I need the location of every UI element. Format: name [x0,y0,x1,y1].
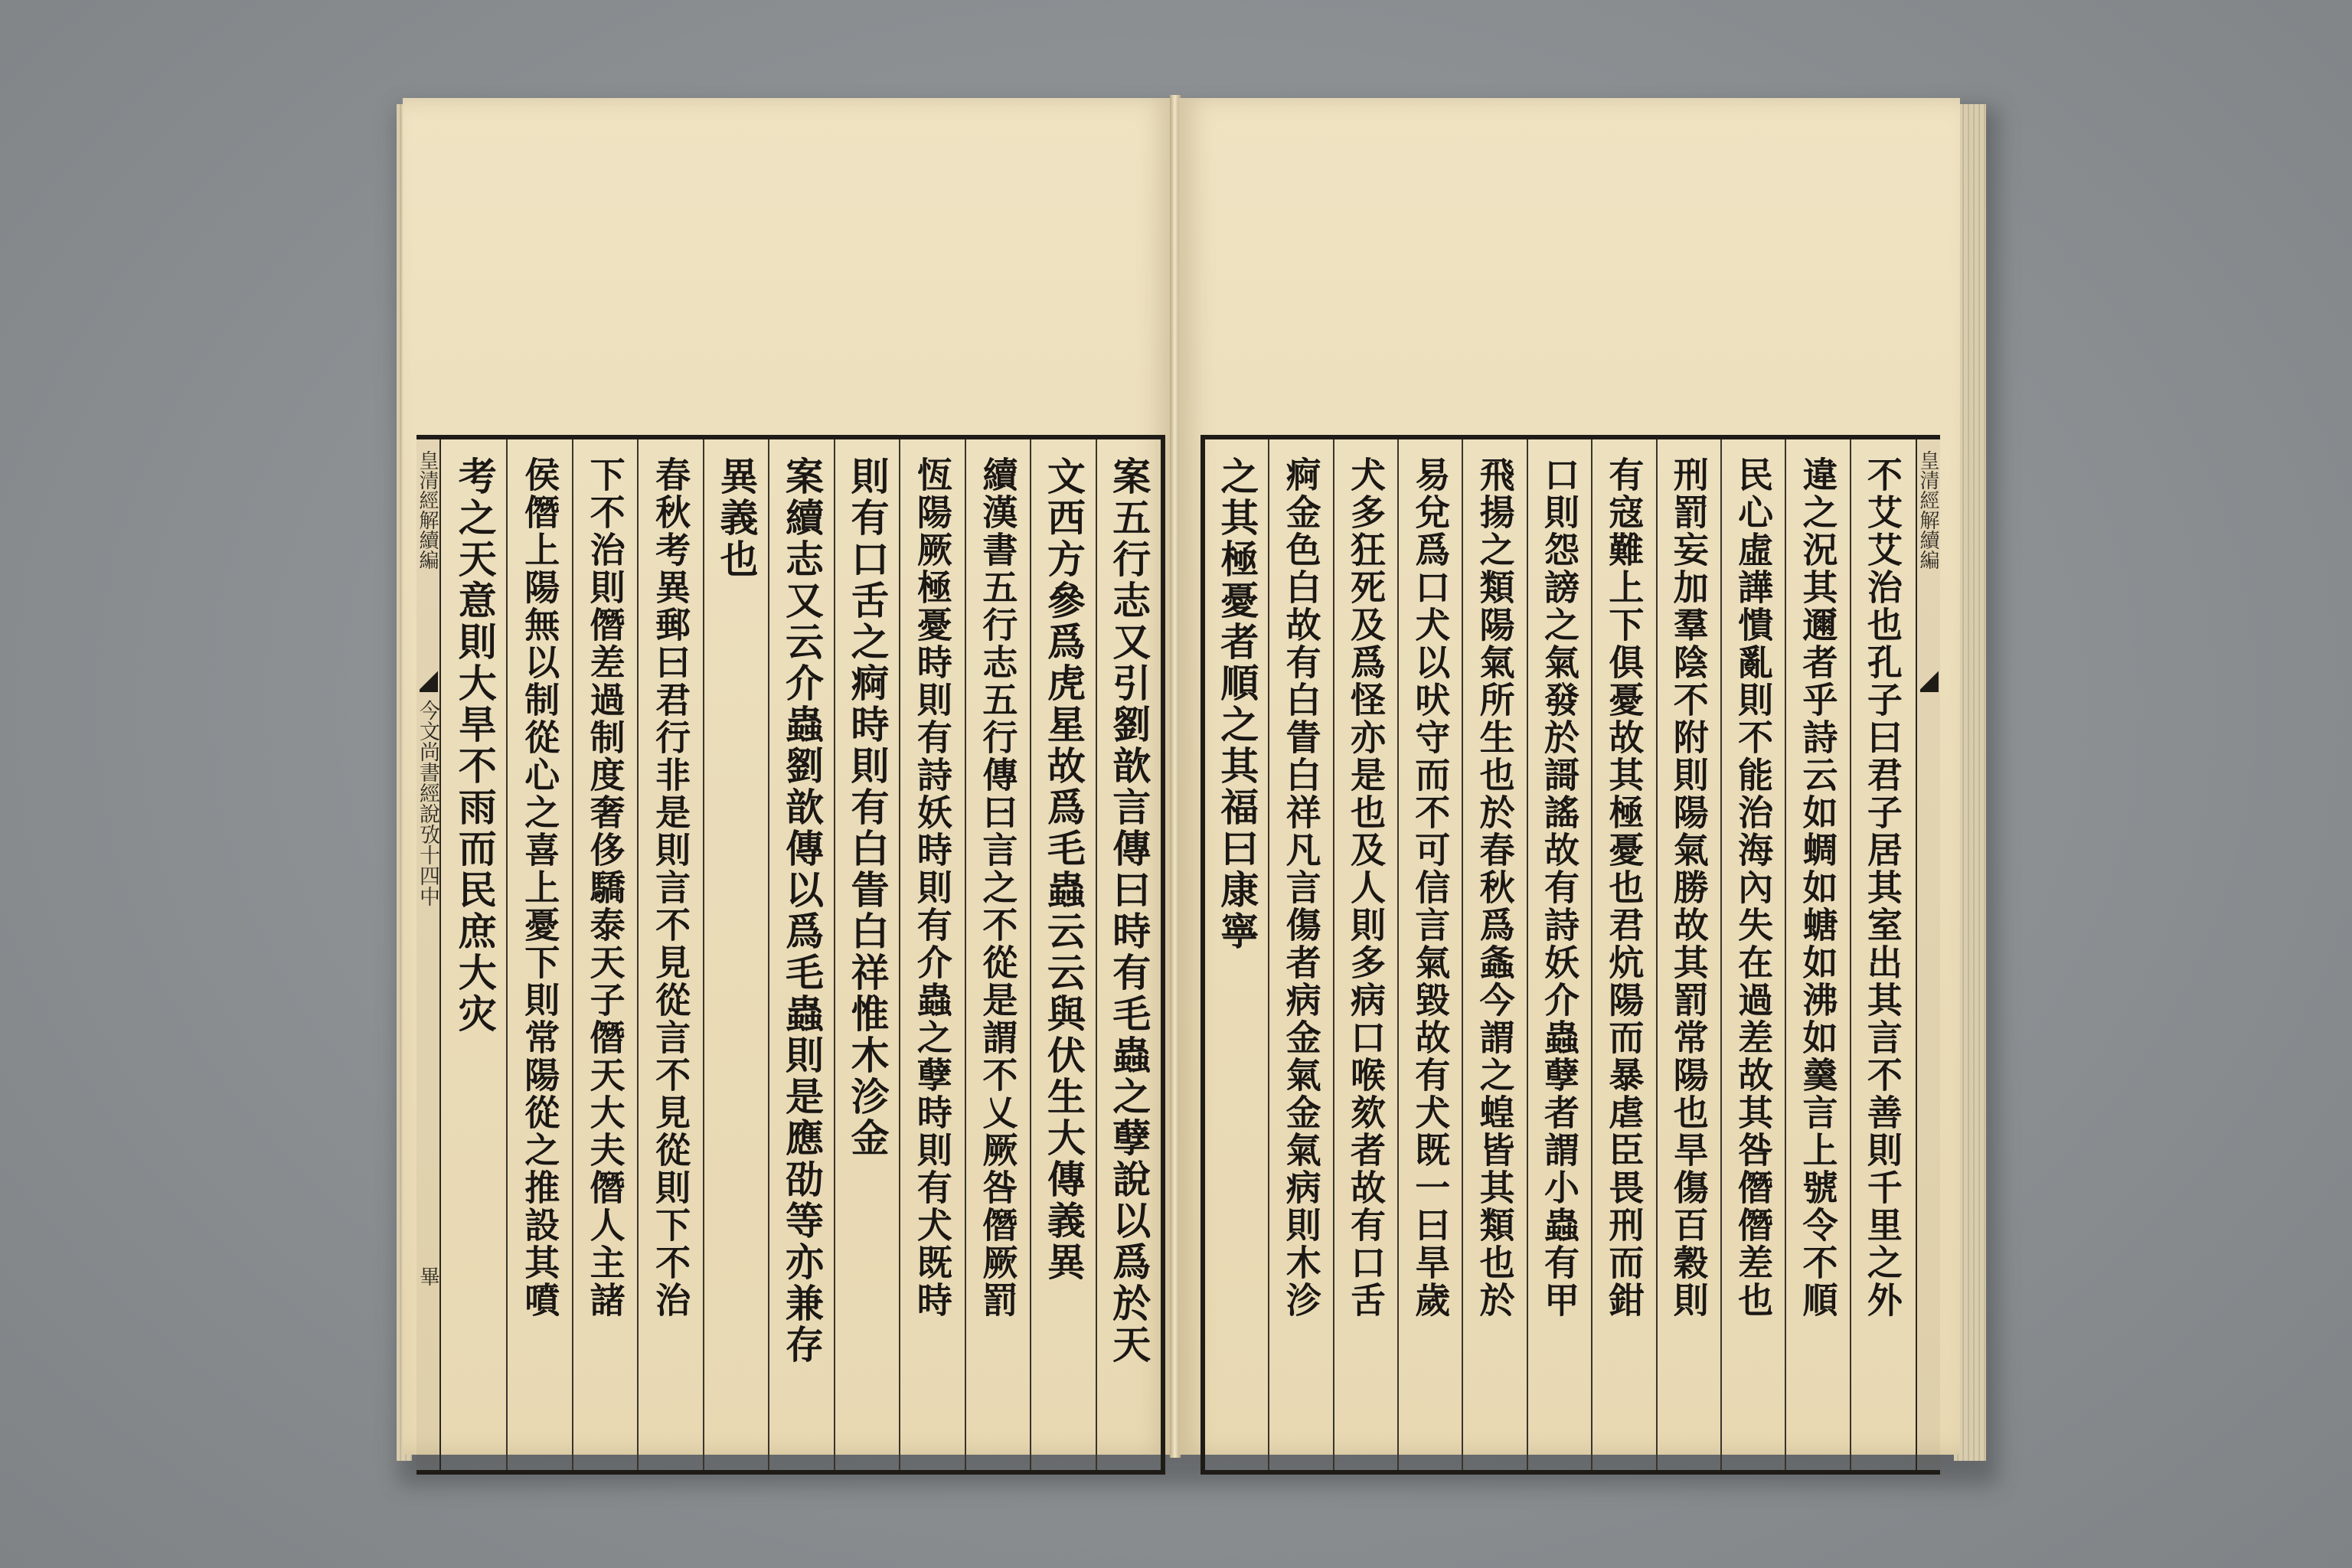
column-text: 有寇難上下俱憂故其極憂也君炕陽而暴虐臣畏刑而鉗 [1603,456,1645,1319]
fishtail-mark [420,669,438,692]
text-column [506,439,571,1470]
text-column [1527,439,1591,1470]
left-print-frame [416,435,1165,1475]
block-title: 皇清經解續編 [416,450,439,570]
left-page [403,98,1173,1455]
right-page [1179,98,1960,1455]
text-column [1096,439,1161,1470]
column-text: 春秋考異郵曰君行非是則言不見從言不見從則下不治 [650,456,692,1319]
text-column [1333,439,1397,1470]
text-column [443,439,506,1470]
page-marker: 畢 [416,1266,439,1286]
column-text: 之其極憂者順之其福曰康寧 [1214,456,1260,952]
column-text: 恆陽厥極憂時則有詩妖時則有介蟲之孽時則有犬既時 [911,456,953,1319]
block-title: 皇清經解續編 [1916,450,1939,570]
running-head: 今文尚書經說攷十四中 [416,700,439,906]
column-text: 考之天意則大旱不雨而民庶大灾 [452,456,498,1035]
column-text: 民心虛譁憒亂則不能治海內失在過差故其咎僭僭差也 [1733,456,1775,1319]
column-text: 口則怨謗之氣發於謌謠故有詩妖介蟲孽者謂小蟲有甲 [1539,456,1581,1319]
text-column [1268,439,1332,1470]
text-column [899,439,964,1470]
text-column [1785,439,1849,1470]
column-text: 案五行志又引劉歆言傳曰時有毛蟲之孽說以爲於天 [1106,456,1152,1366]
text-column [637,439,702,1470]
column-text: 續漢書五行志五行傳曰言之不從是謂不乂厥咎僭厥罰 [977,456,1019,1319]
column-text: 痾金色白故有白眚白祥凡言傷者病金氣金氣病則木沴 [1280,456,1322,1319]
text-column [1462,439,1526,1470]
text-column [1720,439,1785,1470]
text-column [1397,439,1462,1470]
column-text: 不艾艾治也孔子曰君子居其室出其言不善則千里之外 [1861,456,1903,1319]
text-column [1030,439,1095,1470]
right-centerfold [1916,439,1940,1470]
right-text-columns [1205,439,1914,1470]
text-column [768,439,833,1470]
text-column [703,439,768,1470]
fishtail-mark [1920,669,1939,692]
text-column [1205,439,1268,1470]
column-text: 侯僭上陽無以制從心之喜上憂下則常陽從之推設其噴 [519,456,561,1319]
column-text: 刑罰妄加羣陰不附則陽氣勝故其罰常陽也旱傷百穀則 [1668,456,1710,1319]
column-text: 文西方參爲虎星故爲毛蟲云云與伏生大傳義異 [1040,456,1086,1283]
column-text: 案續志又云介蟲劉歆傳以爲毛蟲則是應劭等亦兼存 [779,456,825,1366]
text-column [1656,439,1720,1470]
right-print-frame [1200,435,1940,1475]
left-centerfold [416,439,441,1470]
text-column [965,439,1030,1470]
left-text-columns [443,439,1161,1470]
text-column [834,439,899,1470]
column-text: 異義也 [714,456,760,580]
text-column [1591,439,1655,1470]
column-text: 易兌爲口犬以吠守而不可信言氣毀故有犬既一曰旱歲 [1410,456,1452,1319]
column-text: 則有口舌之痾時則有白眚白祥惟木沴金 [844,456,890,1159]
column-text: 飛揚之類陽氣所生也於春秋爲螽今謂之蝗皆其類也於 [1474,456,1516,1319]
column-text: 下不治則僭差過制度奢侈驕泰天子僭天大夫僭人主諸 [584,456,626,1319]
column-text: 違之況其邇者乎詩云如蜩如螗如沸如羹言上號令不順 [1797,456,1839,1319]
text-column [572,439,637,1470]
column-text: 犬多狂死及爲怪亦是也及人則多病口喉欬者故有口舌 [1344,456,1387,1319]
text-column [1850,439,1914,1470]
